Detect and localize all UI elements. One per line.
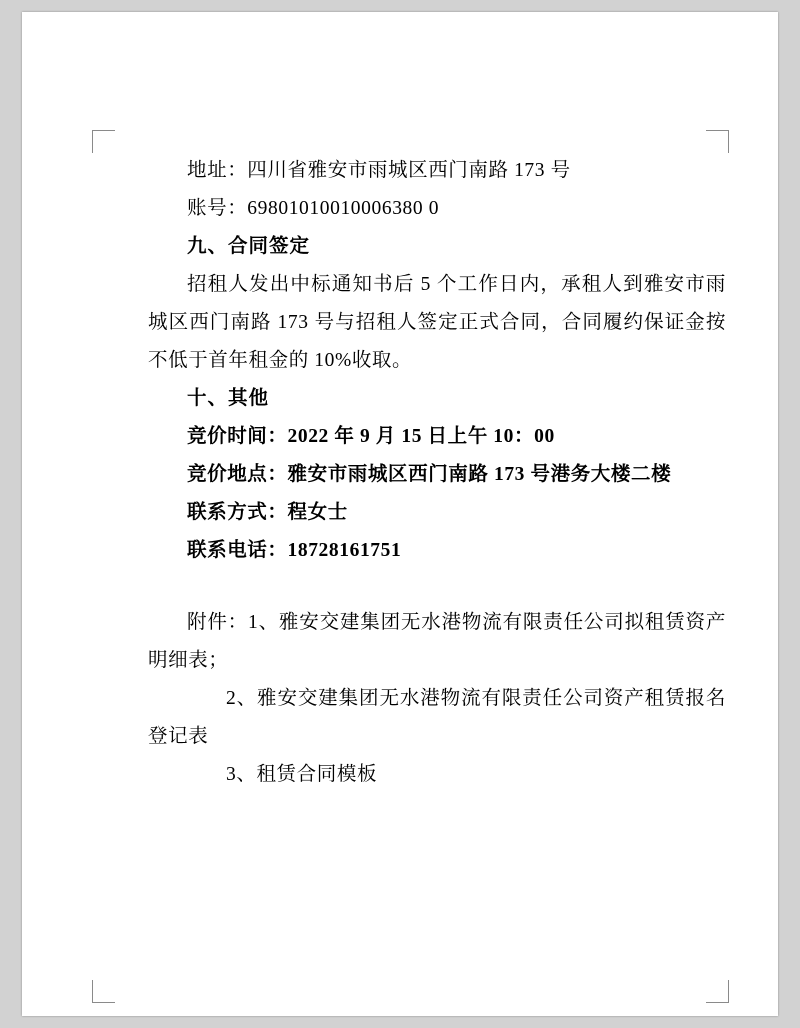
section-heading-nine: 九、合同签定: [187, 236, 311, 257]
account-line: 账号：69801010010006380 0: [187, 198, 440, 219]
contact-person-line: 联系方式：程女士: [187, 502, 348, 523]
crop-mark-bottom-right: [706, 980, 729, 1003]
document-body: [148, 152, 726, 794]
crop-mark-bottom-left: [92, 980, 115, 1003]
bid-time-line: 竞价时间：2022 年 9 月 15 日上午 10：00: [187, 426, 555, 447]
section-heading-ten: 十、其他: [187, 388, 270, 409]
paragraph-spacer: [148, 570, 726, 604]
contact-phone-line: 联系电话：18728161751: [187, 540, 402, 561]
crop-mark-top-left: [92, 130, 115, 153]
attachment-item-3: 3、租赁合同模板: [226, 764, 378, 785]
section-nine-paragraph: 招租人发出中标通知书后 5 个工作日内，承租人到雅安市雨城区西门南路 173 号与招租人签定正式合同，合同履约保证金按不低于首年租金的 10%收取。: [148, 274, 726, 371]
attachment-item-1: 附件：1、雅安交建集团无水港物流有限责任公司拟租赁资产明细表；: [148, 612, 726, 671]
document-page: [22, 12, 778, 1016]
crop-mark-top-right: [706, 130, 729, 153]
bid-place-line: 竞价地点：雅安市雨城区西门南路 173 号港务大楼二楼: [187, 464, 672, 485]
address-line: 地址：四川省雅安市雨城区西门南路 173 号: [187, 160, 571, 181]
attachment-item-2: 2、雅安交建集团无水港物流有限责任公司资产租赁报名登记表: [148, 688, 726, 747]
